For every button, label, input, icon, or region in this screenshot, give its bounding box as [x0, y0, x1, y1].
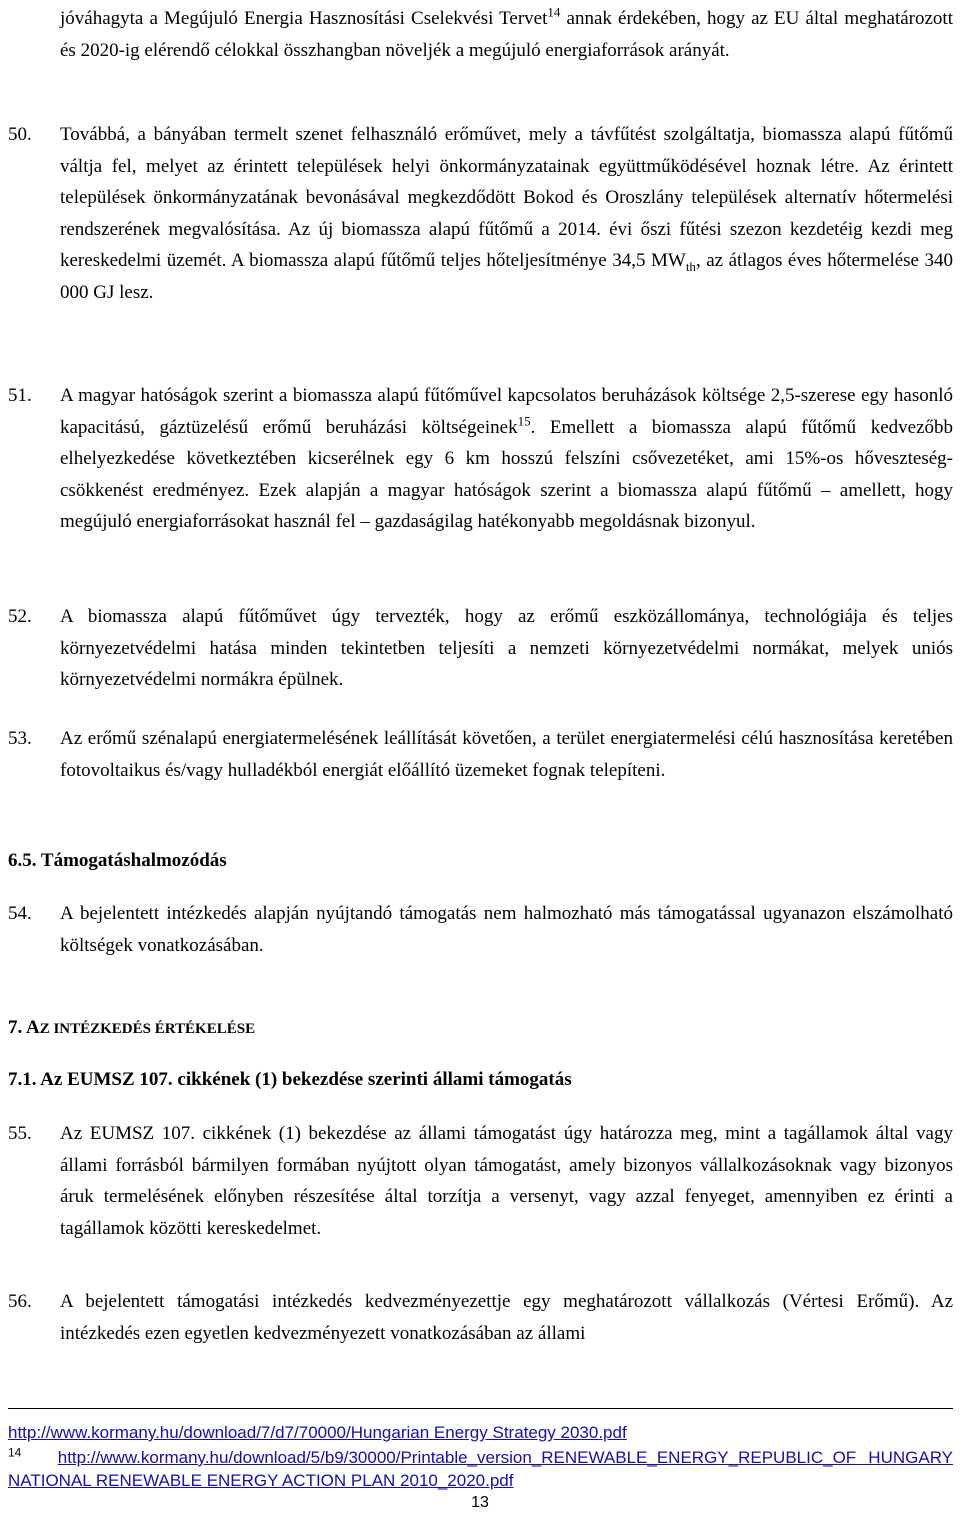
paragraph-51 [60, 380, 953, 538]
paragraph-number: 54. [8, 903, 32, 924]
page-number: 13 [471, 1494, 489, 1511]
intro-text-rest: annak érdekében, hogy az EU által meghatározott és 2020-ig elérendő célokkal összhangban növeljék a megújuló energiaforrások arányát. [60, 8, 953, 61]
paragraph-number: 55. [8, 1123, 32, 1144]
subscript-th: th [685, 258, 696, 274]
section-heading-7-1: 7.1. Az EUMSZ 107. cikkének (1) bekezdése szerinti állami támogatás [8, 1069, 572, 1090]
footnote-prev [8, 1421, 953, 1444]
paragraph-number: 50. [8, 124, 32, 145]
heading-prefix: 7. A [8, 1017, 40, 1038]
paragraph-number: 56. [8, 1291, 32, 1312]
paragraph-56: A bejelentett támogatási intézkedés kedvezményezettje egy meghatározott vállalkozás (Vértesi Erőmű). Az intézkedés ezen egyetlen kedvezményezett vonatkozásában az állami [60, 1291, 953, 1344]
footnote-marker: 14 [8, 1445, 22, 1460]
section-heading-7 [8, 1012, 255, 1045]
paragraph-text: . Emellett a biomassza alapú fűtőmű kedvezőbb elhelyezkedése következtében kicserélnek egy 6 km hosszú felszíni csővezetéket, ami 15%-os hőveszteség-csökkenést eredményez. Ezek alapján a magyar hatóságok szerint a biomassza alapú fűtőmű – amellett, hogy megújuló energiaforrásokat használ fel – gazdaságilag hatékonyabb megoldásnak bizonyul. [60, 416, 953, 532]
paragraph-number: 53. [8, 728, 32, 749]
paragraph-54: A bejelentett intézkedés alapján nyújtandó támogatás nem halmozható más támogatással ugyanazon elszámolható költségek vonatkozásában. [60, 903, 953, 956]
intro-text: jóváhagyta a Megújuló Energia Hasznosítási Cselekvési Tervet [60, 8, 548, 29]
section-heading-6-5: 6.5. Támogatáshalmozódás [8, 850, 227, 871]
footnote-ref-15[interactable]: 15 [517, 413, 531, 429]
intro-paragraph [60, 3, 953, 66]
footnote-ref-14[interactable]: 14 [547, 4, 561, 20]
paragraph-text: Továbbá, a bányában termelt szenet felhasználó erőművet, mely a távfűtést szolgáltatja, biomassza alapú fűtőmű váltja fel, melyet az érintett települések helyi önkormányzatainak együttműködésével hoznak létre. Az érintett települések önkormányzatának bevonásával megkezdődött Bokod és Oroszlány települések alternatív hőtermelési rendszerének megvalósítása. Az új biomassza alapú fűtőmű a 2014. évi őszi fűtési szezon kezdetéig kezdi meg kereskedelmi üzemét. A biomassza alapú fűtőmű teljes hőteljesítménye 34,5 MW [60, 124, 953, 271]
paragraph-55: Az EUMSZ 107. cikkének (1) bekezdése az állami támogatást úgy határozza meg, mint a tagállamok által vagy állami forrásból bármilyen formában nyújtott olyan támogatást, amely bizonyos vállalkozásoknak vagy bizonyos áruk termelésének előnyben részesítése által torzítja a versenyt, vagy azzal fenyeget, amennyiben ez érinti a tagállamok közötti kereskedelmet. [60, 1123, 953, 1239]
footnote-14 [8, 1446, 953, 1492]
paragraph-text: A magyar hatóságok szerint a biomassza alapú fűtőművel kapcsolatos beruházások költsége 2,5-szerese egy hasonló kapacitású, gáztüzelésű erőmű beruházási költségeinek [60, 385, 953, 438]
paragraph-number: 52. [8, 606, 32, 627]
footnote-link[interactable]: http://www.kormany.hu/download/5/b9/30000/Printable_version_RENEWABLE_ENERGY_REPUBLIC_OF HUNGARY NATIONAL RENEWABLE ENERGY ACTION PLAN 2010_2020.pdf [8, 1448, 954, 1490]
heading-smallcaps: Z INTÉZKEDÉS ÉRTÉKELÉSE [39, 1021, 256, 1037]
paragraph-52: A biomassza alapú fűtőművet úgy tervezték, hogy az erőmű eszközállománya, technológiája és teljes környezetvédelmi hatása minden tekintetben teljesíti a nemzeti környezetvédelmi normákat, melyek uniós környezetvédelmi normákra épülnek. [60, 606, 953, 690]
paragraph-text: , az átlagos éves hőtermelése 340 000 GJ lesz. [60, 250, 953, 303]
paragraph-50 [60, 119, 953, 308]
paragraph-number: 51. [8, 385, 32, 406]
footnote-link[interactable]: http://www.kormany.hu/download/7/d7/70000/Hungarian Energy Strategy 2030.pdf [8, 1423, 627, 1442]
footnote-separator [8, 1408, 953, 1409]
paragraph-53: Az erőmű szénalapú energiatermelésének leállítását követően, a terület energiatermelési célú hasznosítása keretében fotovoltaikus és/vagy hulladékból energiát előállító üzemeket fognak telepíteni. [60, 728, 953, 781]
